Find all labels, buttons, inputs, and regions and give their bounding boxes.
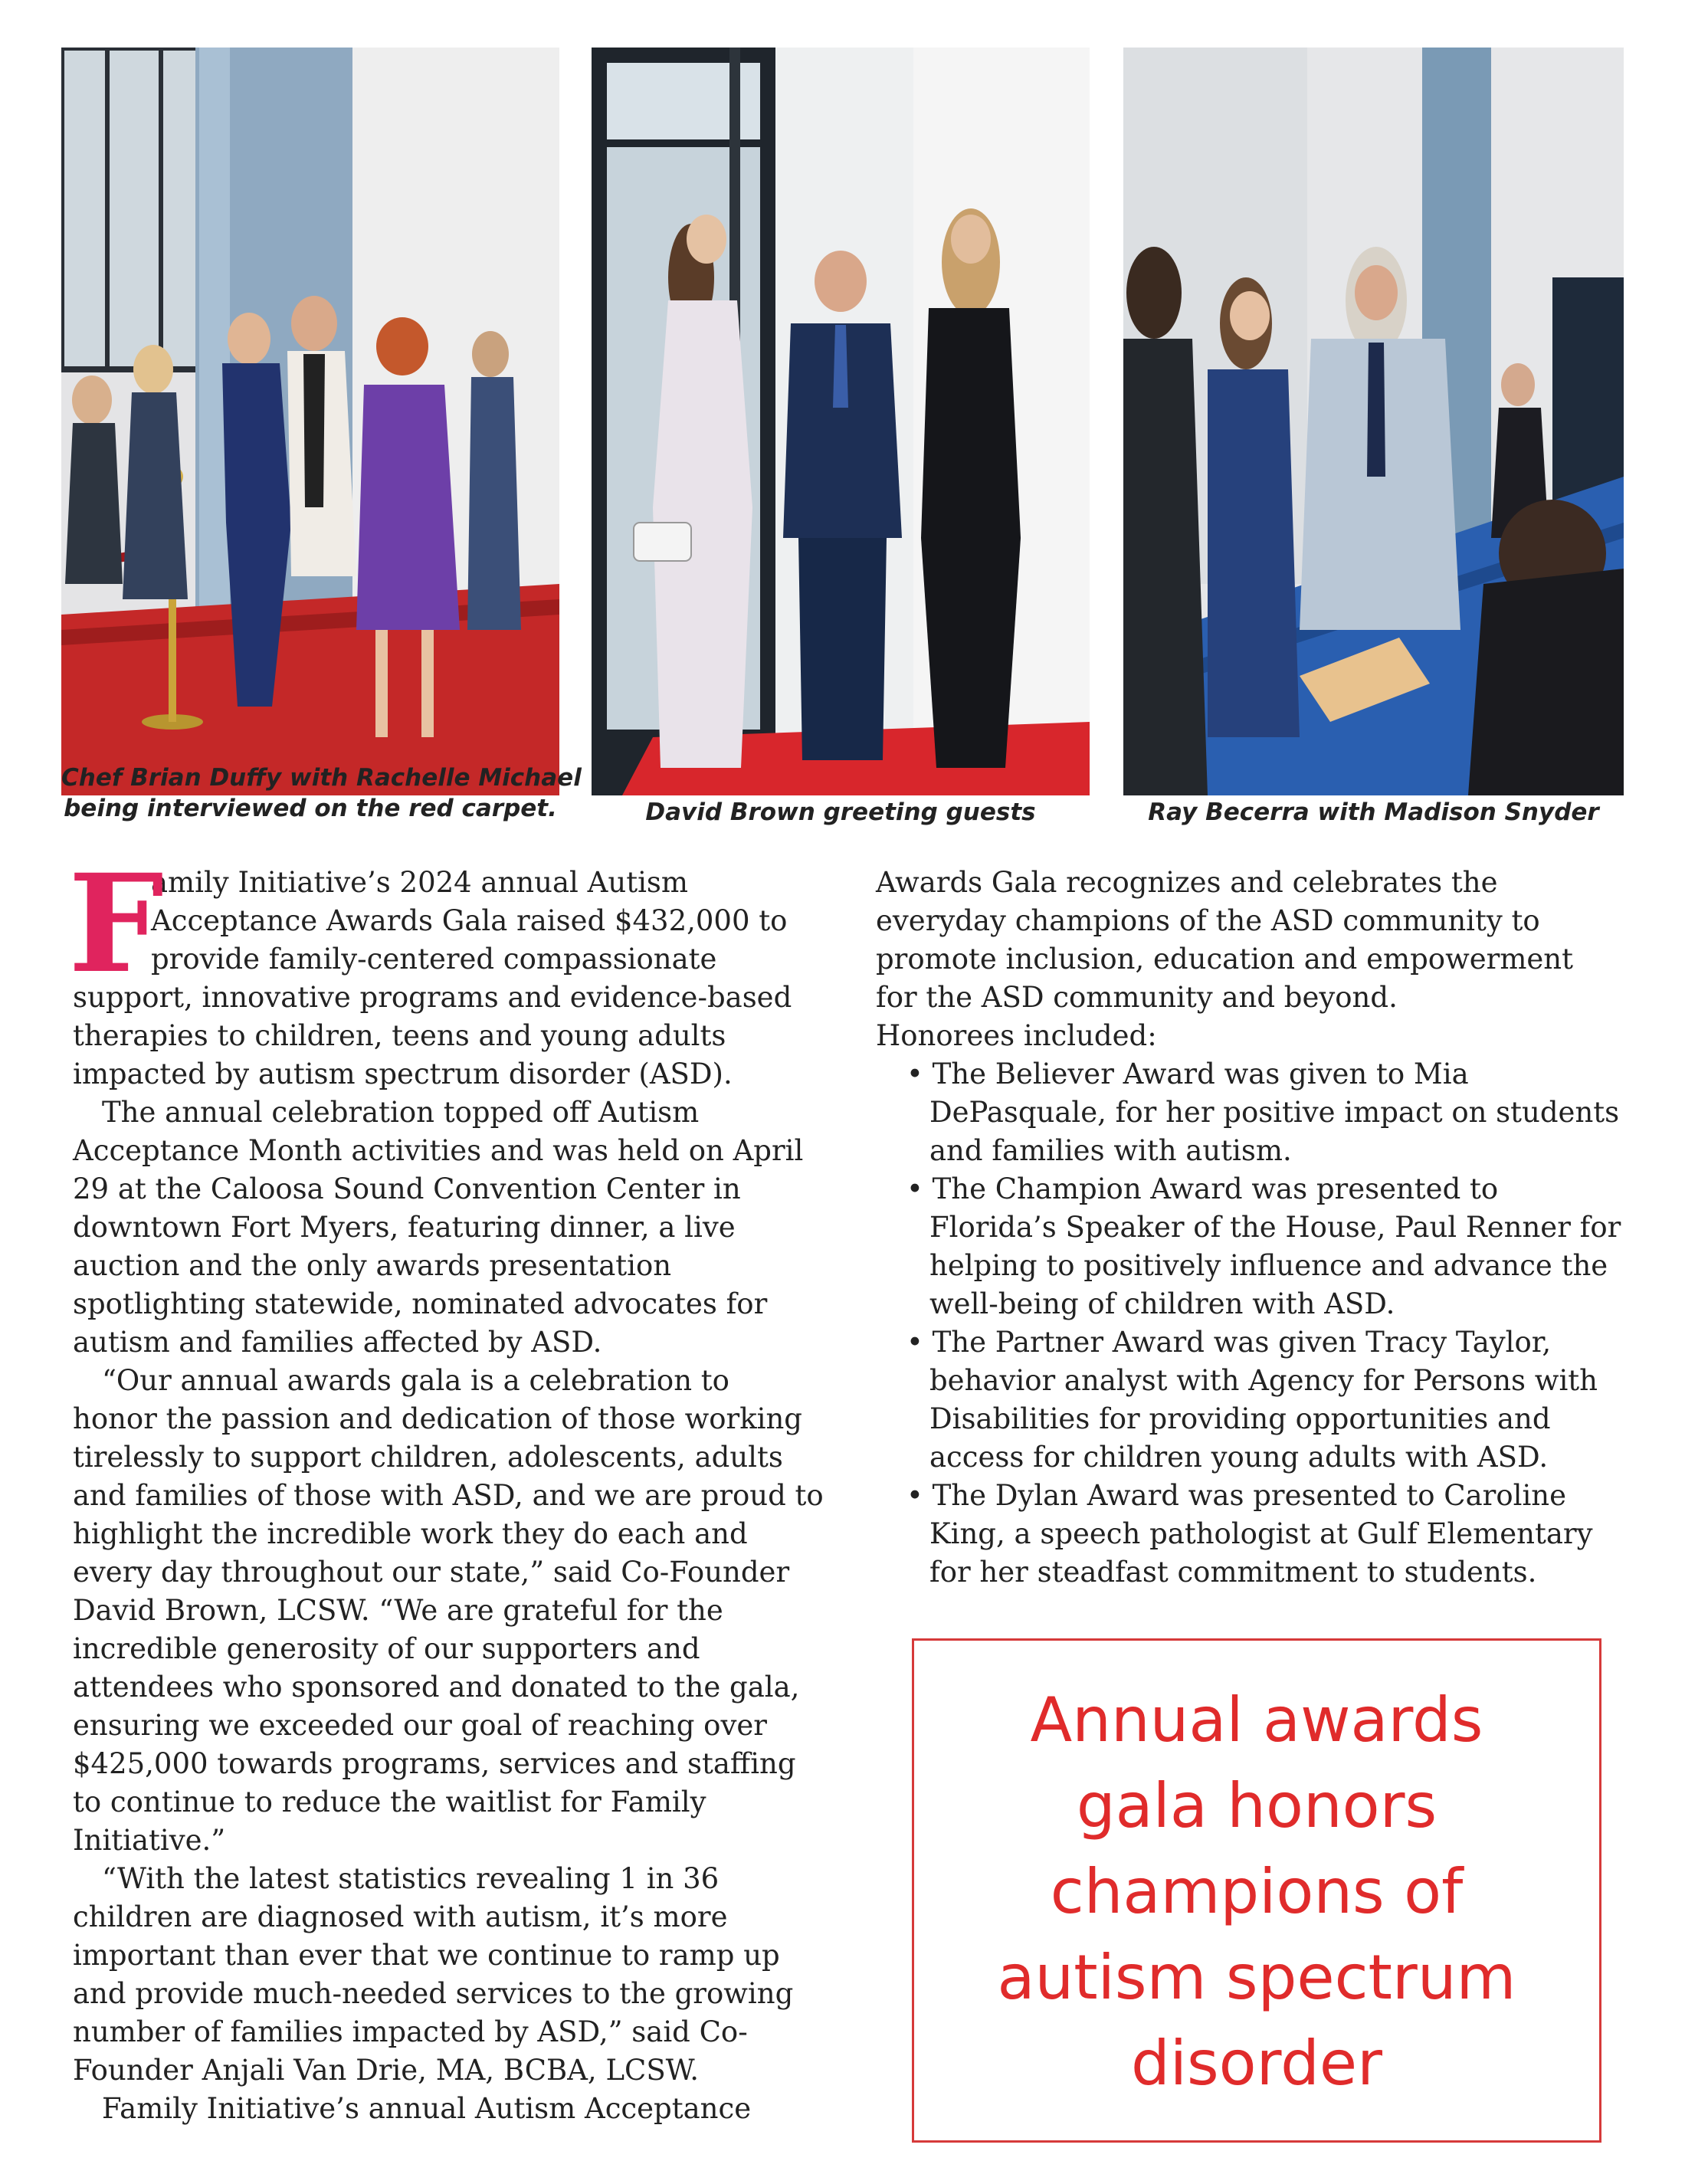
article-line: to continue to reduce the waitlist for Family	[73, 1786, 706, 1818]
article-line: well-being of children with ASD.	[929, 1287, 1395, 1320]
article-line: access for children young adults with ASD.	[929, 1441, 1549, 1474]
honoree-bullet: • The Believer Award was given to Mia	[906, 1058, 1469, 1090]
article-line: number of families impacted by ASD,” said Co-	[73, 2015, 748, 2048]
article-line: support, innovative programs and evidence-based	[73, 981, 792, 1014]
article-line: downtown Fort Myers, featuring dinner, a live	[73, 1211, 736, 1244]
article-line: for her steadfast commitment to students.	[929, 1556, 1537, 1589]
article-line: incredible generosity of our supporters and	[73, 1632, 700, 1665]
photo-greeting-image	[592, 48, 1090, 795]
article-line: Initiative.”	[73, 1824, 226, 1857]
article-line: Awards Gala recognizes and celebrates the	[876, 866, 1498, 899]
article-line: everyday champions of the ASD community to	[876, 904, 1540, 937]
photo-caption-1	[61, 762, 582, 824]
article-line: “With the latest statistics revealing 1 in 36	[102, 1862, 720, 1895]
caption-line: David Brown greeting guests	[645, 799, 1036, 826]
honoree-bullet: • The Partner Award was given Tracy Taylor,	[906, 1326, 1552, 1359]
headline-line: gala honors	[1076, 1770, 1437, 1841]
honoree-bullet: • The Dylan Award was presented to Caroline	[906, 1479, 1567, 1512]
article-line: for the ASD community and beyond.	[876, 981, 1398, 1014]
article-line: Acceptance Awards Gala raised $432,000 to	[151, 904, 788, 937]
article-line: every day throughout our state,” said Co-Founder	[73, 1556, 790, 1589]
photo-caption-3	[1123, 797, 1624, 828]
article-line: autism and families affected by ASD.	[73, 1326, 602, 1359]
article-column-right	[876, 864, 1650, 1592]
headline-line: disorder	[1130, 2028, 1382, 2099]
article-column-left	[68, 844, 839, 2128]
article-line: tirelessly to support children, adolescents, adults	[73, 1441, 783, 1474]
article-line: and provide much-needed services to the growing	[73, 1977, 794, 2010]
headline-line: autism spectrum	[997, 1942, 1516, 2013]
article-line: and families of those with ASD, and we are proud to	[73, 1479, 824, 1512]
article-line: ensuring we exceeded our goal of reaching over	[73, 1709, 767, 1742]
article-line: behavior analyst with Agency for Persons with	[929, 1364, 1598, 1397]
article-line: Family Initiative’s annual Autism Acceptance	[102, 2092, 752, 2125]
article-line: attendees who sponsored and donated to the gala,	[73, 1671, 800, 1704]
honoree-bullet: • The Champion Award was presented to	[906, 1172, 1499, 1205]
article-line: Founder Anjali Van Drie, MA, BCBA, LCSW.	[73, 2054, 699, 2087]
article-line: DePasquale, for her positive impact on students	[929, 1096, 1620, 1129]
article-line: highlight the incredible work they do each and	[73, 1517, 748, 1550]
article-line: auction and the only awards presentation	[73, 1249, 672, 1282]
article-line: King, a speech pathologist at Gulf Elementary	[929, 1517, 1593, 1550]
article-line: Florida’s Speaker of the House, Paul Renner for	[929, 1211, 1621, 1244]
article-line: important than ever that we continue to ramp up	[73, 1939, 780, 1972]
article-line: 29 at the Caloosa Sound Convention Center in	[73, 1172, 741, 1205]
article-line: impacted by autism spectrum disorder (ASD).	[73, 1058, 733, 1090]
article-line: amily Initiative’s 2024 annual Autism	[151, 866, 688, 899]
headline	[914, 1677, 1599, 2107]
headline-line: Annual awards	[1030, 1684, 1483, 1756]
article-line: “Our annual awards gala is a celebration to	[102, 1364, 729, 1397]
article-line: Honorees included:	[876, 1019, 1157, 1052]
headline-box	[912, 1638, 1601, 2143]
article-line: honor the passion and dedication of those working	[73, 1402, 802, 1435]
article-line: spotlighting statewide, nominated advocates for	[73, 1287, 768, 1320]
article-line: therapies to children, teens and young adults	[73, 1019, 726, 1052]
photo-check-in-image	[1123, 48, 1624, 795]
article-line: promote inclusion, education and empowerment	[876, 943, 1574, 976]
caption-line: Chef Brian Duffy with Rachelle Michael	[61, 764, 582, 792]
headline-line: champions of	[1050, 1856, 1464, 1927]
caption-line: being interviewed on the red carpet.	[64, 795, 557, 822]
drop-cap: F	[68, 844, 164, 1003]
caption-line: Ray Becerra with Madison Snyder	[1148, 799, 1599, 826]
photo-red-carpet-image	[61, 48, 582, 795]
photo-check-in-table	[1123, 48, 1624, 795]
article-line: and families with autism.	[929, 1134, 1292, 1167]
article-line: helping to positively influence and advance the	[929, 1249, 1608, 1282]
photo-caption-2	[592, 797, 1090, 828]
photo-greeting-guests	[592, 48, 1090, 795]
article-line: The annual celebration topped off Autism	[102, 1096, 700, 1129]
article-line: provide family-centered compassionate	[151, 943, 717, 976]
article-line: $425,000 towards programs, services and staffing	[73, 1747, 796, 1780]
article-line: children are diagnosed with autism, it’s more	[73, 1900, 728, 1933]
article-line: Disabilities for providing opportunities and	[929, 1402, 1551, 1435]
article-line: David Brown, LCSW. “We are grateful for the	[73, 1594, 723, 1627]
photo-red-carpet-interview	[61, 48, 582, 795]
article-line: Acceptance Month activities and was held on April	[73, 1134, 804, 1167]
